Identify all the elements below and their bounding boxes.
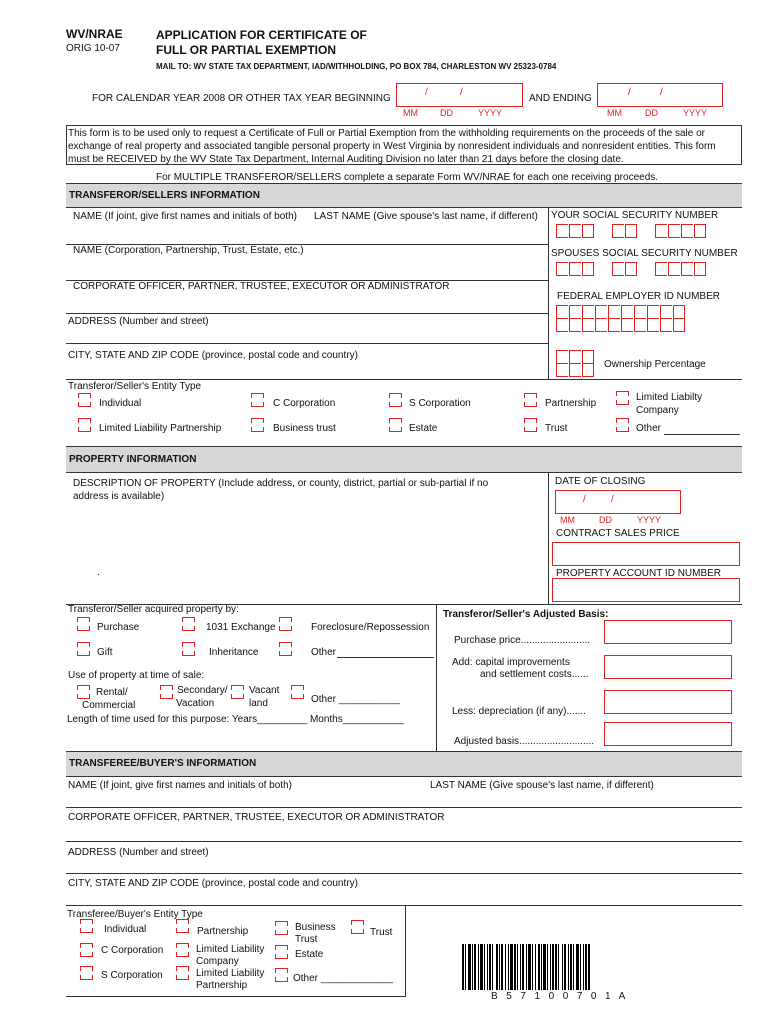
account-id-field[interactable]	[552, 578, 740, 602]
seller-individual-label: Individual	[99, 398, 142, 409]
seller-llc-label-line2: Company	[636, 405, 679, 416]
buyer-s-corp-label: S Corporation	[101, 970, 163, 981]
less-depreciation-label: Less: depreciation (if any).......	[452, 706, 586, 717]
seller-entity-type-label: Transferor/Seller's Entity Type	[68, 381, 202, 392]
ownership-percentage-label: Ownership Percentage	[604, 359, 706, 370]
buyer-trust-label: Trust	[370, 927, 393, 938]
acquired-1031-checkbox[interactable]	[182, 617, 195, 631]
acquired-gift-checkbox[interactable]	[77, 642, 90, 656]
buyer-individual-label: Individual	[104, 924, 147, 935]
closing-dd-label: DD	[599, 515, 612, 525]
acquired-1031-label: 1031 Exchange	[206, 622, 276, 633]
acquired-other-checkbox[interactable]	[279, 642, 292, 656]
spouse-ssn-field-part1[interactable]	[556, 262, 595, 276]
seller-c-corp-checkbox[interactable]	[251, 393, 264, 407]
ssn-label: YOUR SOCIAL SECURITY NUMBER	[551, 210, 719, 221]
use-secondary-label: Secondary/	[177, 685, 228, 696]
officer-label: CORPORATE OFFICER, PARTNER, TRUSTEE, EXECUTOR OR ADMINISTRATOR	[73, 281, 450, 292]
buyer-llc-label-line2: Company	[196, 956, 239, 967]
acquired-inheritance-label: Inheritance	[209, 647, 259, 658]
buyer-trust-checkbox[interactable]	[351, 920, 364, 934]
buyer-c-corp-checkbox[interactable]	[80, 943, 93, 957]
length-of-use-label: Length of time used for this purpose: Years_________ Months___________	[67, 714, 404, 725]
begin-slash-1: /	[425, 87, 428, 98]
buyer-business-trust-label-line1: Business	[295, 922, 336, 933]
seller-partnership-checkbox[interactable]	[524, 393, 537, 407]
form-title-line1: APPLICATION FOR CERTIFICATE OF	[156, 28, 367, 42]
seller-section-header: TRANSFEROR/SELLERS INFORMATION	[66, 183, 742, 208]
acquired-foreclosure-label: Foreclosure/Repossession	[311, 622, 430, 633]
use-rental-label: Rental/	[96, 687, 128, 698]
purchase-price-field[interactable]	[604, 620, 732, 644]
account-id-label: PROPERTY ACCOUNT ID NUMBER	[556, 568, 722, 579]
seller-partnership-label: Partnership	[545, 398, 597, 409]
use-other-checkbox[interactable]	[291, 685, 304, 699]
end-yyyy-label: YYYY	[683, 108, 708, 118]
use-commercial-label: Commercial	[82, 700, 136, 711]
buyer-partnership-label: Partnership	[197, 926, 249, 937]
seller-llc-label-line1: Limited Liabilty	[636, 392, 703, 403]
use-vacant-checkbox[interactable]	[231, 685, 244, 699]
end-slash-1: /	[628, 87, 631, 98]
ssn-field-part3[interactable]	[655, 224, 707, 238]
acquired-inheritance-checkbox[interactable]	[182, 642, 195, 656]
ssn-field-part1[interactable]	[556, 224, 595, 238]
acquired-purchase-label: Purchase	[97, 622, 140, 633]
adjusted-basis-field[interactable]	[604, 722, 732, 746]
buyer-s-corp-checkbox[interactable]	[80, 966, 93, 980]
spouse-ssn-field-part3[interactable]	[655, 262, 707, 276]
acquired-gift-label: Gift	[97, 647, 113, 658]
seller-s-corp-label: S Corporation	[409, 398, 471, 409]
seller-address-label: ADDRESS (Number and street)	[68, 316, 209, 327]
property-description-dot: .	[97, 567, 100, 578]
improvements-field[interactable]	[604, 655, 732, 679]
closing-date-field[interactable]	[555, 490, 681, 514]
property-section-header: PROPERTY INFORMATION	[66, 446, 742, 473]
buyer-partnership-checkbox[interactable]	[176, 919, 189, 933]
use-of-property-label: Use of property at time of sale:	[68, 670, 205, 681]
purchase-price-label: Purchase price.........................	[454, 635, 591, 646]
buyer-other-label: Other _____________	[293, 973, 394, 984]
barcode-text: B 5 7 1 0 0 7 0 1 A	[491, 991, 627, 1002]
buyer-address-label: ADDRESS (Number and street)	[68, 847, 209, 858]
closing-mm-label: MM	[560, 515, 575, 525]
buyer-estate-label: Estate	[295, 949, 324, 960]
spouse-ssn-label: SPOUSES SOCIAL SECURITY NUMBER	[551, 248, 738, 259]
add-improvements-label-line2: and settlement costs......	[480, 669, 589, 680]
ssn-field-part2[interactable]	[612, 224, 638, 238]
adjusted-basis-label: Adjusted basis...........................	[454, 736, 595, 747]
buyer-llc-checkbox[interactable]	[176, 943, 189, 957]
spouse-ssn-field-part2[interactable]	[612, 262, 638, 276]
and-ending-label: AND ENDING	[529, 93, 592, 104]
seller-business-trust-label: Business trust	[273, 423, 336, 434]
closing-slash-2: /	[611, 494, 614, 505]
seller-estate-checkbox[interactable]	[389, 418, 402, 432]
end-slash-2: /	[660, 87, 663, 98]
buyer-city-label: CITY, STATE AND ZIP CODE (province, postal code and country)	[68, 878, 358, 889]
use-secondary-checkbox[interactable]	[160, 685, 173, 699]
fein-field-row2[interactable]	[556, 318, 686, 332]
fein-label: FEDERAL EMPLOYER ID NUMBER	[557, 291, 720, 302]
form-barcode	[462, 944, 590, 990]
buyer-business-trust-label-line2: Trust	[295, 934, 318, 945]
fein-field[interactable]	[556, 305, 686, 319]
seller-llp-checkbox[interactable]	[78, 418, 91, 432]
buyer-llp-checkbox[interactable]	[176, 966, 189, 980]
buyer-estate-checkbox[interactable]	[275, 945, 288, 959]
use-other-label: Other ___________	[311, 694, 400, 705]
acquired-purchase-checkbox[interactable]	[77, 617, 90, 631]
seller-other-label: Other	[636, 423, 662, 434]
buyer-officer-label: CORPORATE OFFICER, PARTNER, TRUSTEE, EXECUTOR OR ADMINISTRATOR	[68, 812, 445, 823]
buyer-llp-label-line1: Limited Liability	[196, 968, 265, 979]
contract-price-field[interactable]	[552, 542, 740, 566]
seller-llp-label: Limited Liability Partnership	[99, 423, 222, 434]
acquired-by-label: Transferor/Seller acquired property by:	[68, 604, 239, 615]
acquired-other-label: Other	[311, 647, 337, 658]
multiple-sellers-note: For MULTIPLE TRANSFEROR/SELLERS complete a separate Form WV/NRAE for each one receiving proceeds.	[156, 172, 659, 183]
buyer-llc-label-line1: Limited Liability	[196, 944, 265, 955]
seller-llc-checkbox[interactable]	[616, 391, 629, 405]
buyer-last-name-label: LAST NAME (Give spouse's last name, if different)	[430, 780, 654, 791]
mail-to-address: MAIL TO: WV STATE TAX DEPARTMENT, IAD/WITHHOLDING, PO BOX 784, CHARLESTON WV 25323-0784	[156, 62, 557, 71]
form-title-line2: FULL OR PARTIAL EXEMPTION	[156, 43, 337, 57]
ownership-percentage-field[interactable]	[556, 350, 595, 364]
seller-last-name-label: LAST NAME (Give spouse's last name, if different)	[314, 211, 538, 222]
closing-slash-1: /	[583, 494, 586, 505]
contract-price-label: CONTRACT SALES PRICE	[556, 528, 680, 539]
buyer-section-header: TRANSFEREE/BUYER'S INFORMATION	[66, 751, 742, 777]
seller-other-checkbox[interactable]	[616, 418, 629, 432]
seller-s-corp-checkbox[interactable]	[389, 393, 402, 407]
acquired-foreclosure-checkbox[interactable]	[279, 617, 292, 631]
end-dd-label: DD	[645, 108, 658, 118]
seller-estate-label: Estate	[409, 423, 438, 434]
seller-c-corp-label: C Corporation	[273, 398, 336, 409]
buyer-c-corp-label: C Corporation	[101, 945, 164, 956]
buyer-entity-type-label: Transferee/Buyer's Entity Type	[67, 909, 203, 920]
property-description-label: DESCRIPTION OF PROPERTY (Include address, or county, district, partial or sub-partial if no address is available)	[73, 478, 489, 502]
seller-trust-checkbox[interactable]	[524, 418, 537, 432]
begin-dd-label: DD	[440, 108, 453, 118]
seller-individual-checkbox[interactable]	[78, 393, 91, 407]
end-mm-label: MM	[607, 108, 622, 118]
buyer-name-label: NAME (If joint, give first names and initials of both)	[68, 780, 292, 791]
instructions-text: This form is to be used only to request a Certificate of Full or Partial Exemption from the withholding requirements on the proceeds of the sale or exchange of real property and associated tangible personal property in West Virginia by nonresident individuals and nonresident entities. This form must be RECEIVED by the WV State Tax Department, Internal Auditing Division no later than 21 days before the closing date.	[68, 128, 716, 165]
depreciation-field[interactable]	[604, 690, 732, 714]
adjusted-basis-title: Transferor/Seller's Adjusted Basis:	[443, 609, 609, 620]
begin-mm-label: MM	[403, 108, 418, 118]
corp-name-label: NAME (Corporation, Partnership, Trust, Estate, etc.)	[73, 245, 304, 256]
buyer-other-checkbox[interactable]	[275, 968, 288, 982]
ownership-percentage-field-row2[interactable]	[556, 363, 595, 377]
buyer-individual-checkbox[interactable]	[80, 919, 93, 933]
use-vacant-label: Vacant	[249, 685, 280, 696]
seller-business-trust-checkbox[interactable]	[251, 418, 264, 432]
use-vacation-label: Vacation	[176, 698, 215, 709]
tax-year-label: FOR CALENDAR YEAR 2008 OR OTHER TAX YEAR BEGINNING	[92, 93, 391, 104]
seller-trust-label: Trust	[545, 423, 568, 434]
use-rental-checkbox[interactable]	[77, 685, 90, 699]
seller-city-label: CITY, STATE AND ZIP CODE (province, postal code and country)	[68, 350, 358, 361]
begin-yyyy-label: YYYY	[478, 108, 503, 118]
closing-yyyy-label: YYYY	[637, 515, 662, 525]
buyer-business-trust-checkbox[interactable]	[275, 921, 288, 935]
form-id: WV/NRAE	[66, 27, 123, 41]
begin-slash-2: /	[460, 87, 463, 98]
form-revision: ORIG 10-07	[66, 43, 120, 54]
add-improvements-label-line1: Add: capital improvements	[452, 657, 570, 668]
use-land-label: land	[249, 698, 268, 709]
closing-date-label: DATE OF CLOSING	[555, 476, 646, 487]
seller-name-label: NAME (If joint, give first names and initials of both)	[73, 211, 297, 222]
buyer-llp-label-line2: Partnership	[196, 980, 248, 991]
